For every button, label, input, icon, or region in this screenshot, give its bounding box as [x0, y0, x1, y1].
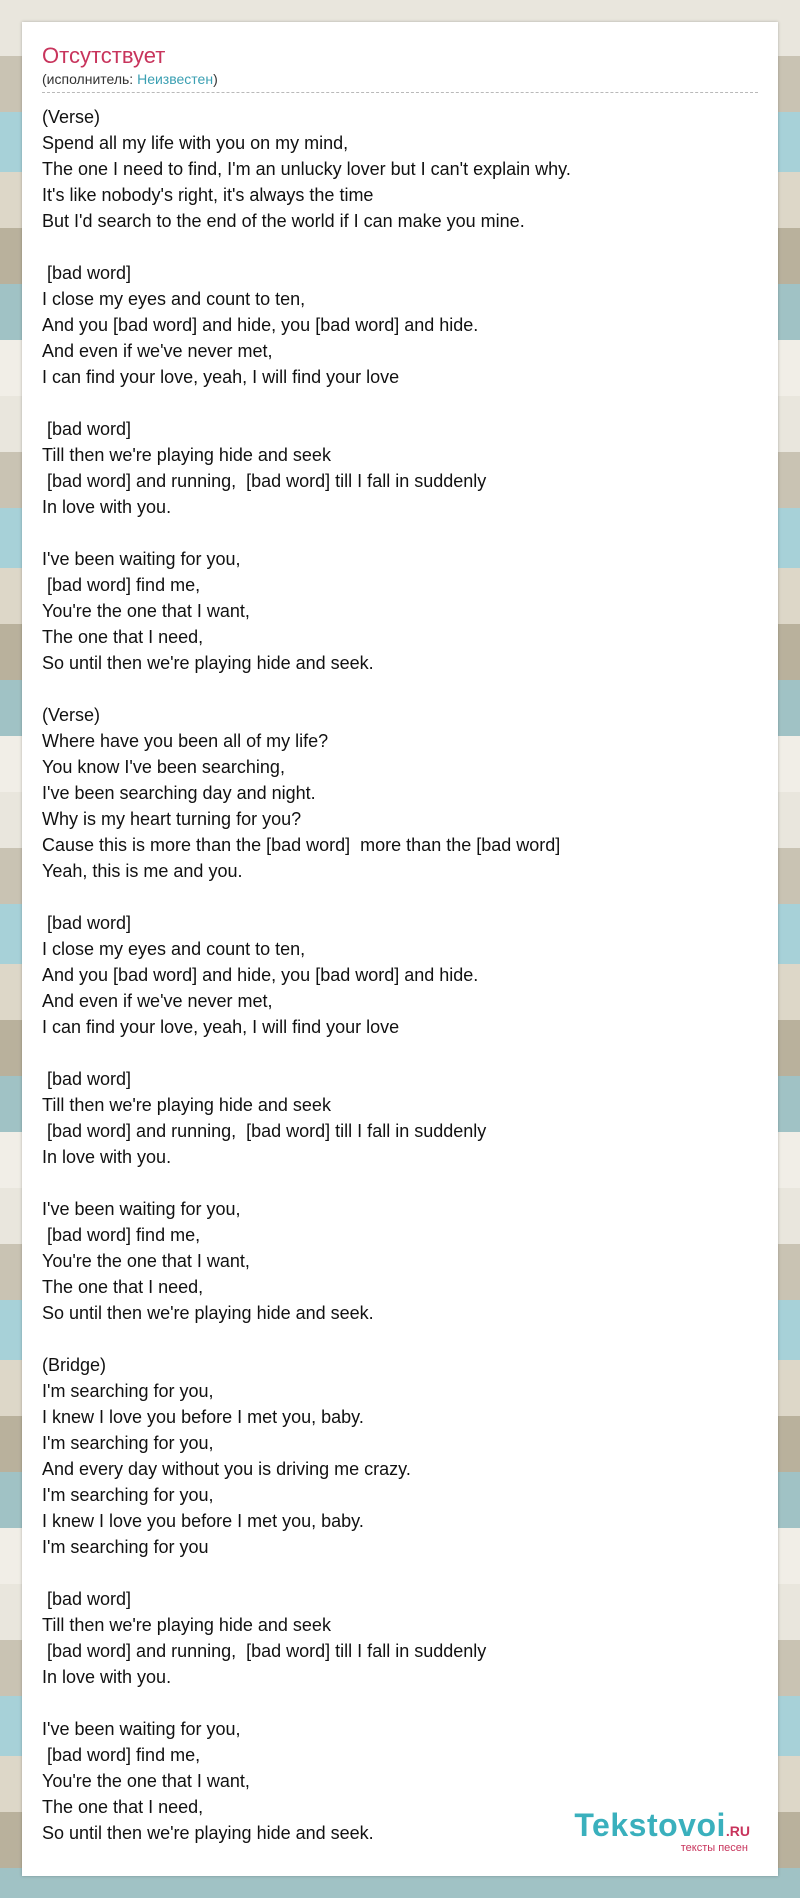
lyric-line: [bad word] find me,: [42, 575, 201, 595]
song-header: [42, 42, 758, 93]
lyric-line: The one that I need,: [42, 1797, 204, 1817]
lyric-line: And you [bad word] and hide, you [bad word] and hide.: [42, 315, 479, 335]
lyric-line: The one that I need,: [42, 1277, 204, 1297]
artist-link[interactable]: Неизвестен: [137, 71, 214, 87]
lyric-line: (Verse): [42, 705, 101, 725]
lyric-line: And you [bad word] and hide, you [bad word] and hide.: [42, 965, 479, 985]
lyric-line: [42, 1170, 758, 1196]
lyric-line: I've been searching day and night.: [42, 783, 316, 803]
lyric-line: Cause this is more than the [bad word] more than the [bad word]: [42, 835, 561, 855]
lyric-line: Why is my heart turning for you?: [42, 809, 302, 829]
lyric-line: [bad word]: [42, 913, 132, 933]
lyric-line: And even if we've never met,: [42, 341, 273, 361]
lyric-line: I'm searching for you,: [42, 1485, 214, 1505]
lyric-line: I've been waiting for you,: [42, 1719, 241, 1739]
lyric-line: I've been waiting for you,: [42, 549, 241, 569]
logo-wordmark: Tekstovoi: [574, 1807, 726, 1843]
lyric-line: Where have you been all of my life?: [42, 731, 329, 751]
lyric-line: Spend all my life with you on my mind,: [42, 133, 349, 153]
lyric-line: I'm searching for you: [42, 1537, 209, 1557]
song-title: Отсутствует: [42, 43, 166, 68]
lyric-line: You're the one that I want,: [42, 1771, 250, 1791]
lyric-line: [42, 1040, 758, 1066]
lyric-line: [bad word] and running, [bad word] till I fall in suddenly: [42, 471, 487, 491]
lyric-line: [bad word] and running, [bad word] till I fall in suddenly: [42, 1121, 487, 1141]
lyric-line: Till then we're playing hide and seek: [42, 1615, 331, 1635]
lyric-line: I knew I love you before I met you, baby.: [42, 1511, 364, 1531]
lyric-line: In love with you.: [42, 1667, 172, 1687]
lyric-line: I close my eyes and count to ten,: [42, 289, 306, 309]
lyric-line: The one I need to find, I'm an unlucky lover but I can't explain why.: [42, 159, 571, 179]
lyric-line: [bad word]: [42, 1589, 132, 1609]
lyric-line: In love with you.: [42, 497, 172, 517]
lyric-line: [42, 884, 758, 910]
lyric-line: [42, 1690, 758, 1716]
lyric-line: (Verse): [42, 107, 101, 127]
logo-subtitle: тексты песен: [680, 1842, 748, 1854]
lyric-line: I close my eyes and count to ten,: [42, 939, 306, 959]
lyric-line: In love with you.: [42, 1147, 172, 1167]
lyric-line: [bad word] find me,: [42, 1225, 201, 1245]
lyric-line: You know I've been searching,: [42, 757, 285, 777]
lyric-line: [bad word]: [42, 263, 132, 283]
lyric-line: And even if we've never met,: [42, 991, 273, 1011]
lyric-line: You're the one that I want,: [42, 1251, 250, 1271]
lyrics-text: [42, 104, 758, 1846]
lyric-line: So until then we're playing hide and seek.: [42, 1823, 374, 1843]
lyric-line: [42, 520, 758, 546]
lyric-line: [bad word] and running, [bad word] till I fall in suddenly: [42, 1641, 487, 1661]
lyric-line: The one that I need,: [42, 627, 204, 647]
artist-suffix: ): [213, 71, 218, 87]
site-logo[interactable]: [574, 1808, 750, 1854]
lyric-line: So until then we're playing hide and seek.: [42, 1303, 374, 1323]
artist-prefix: (исполнитель:: [42, 71, 138, 87]
lyrics-card: [22, 22, 778, 1876]
lyric-line: And every day without you is driving me crazy.: [42, 1459, 411, 1479]
lyric-line: I knew I love you before I met you, baby.: [42, 1407, 364, 1427]
lyric-line: [bad word]: [42, 419, 132, 439]
lyric-line: Yeah, this is me and you.: [42, 861, 243, 881]
lyric-line: So until then we're playing hide and seek.: [42, 653, 374, 673]
lyric-line: It's like nobody's right, it's always the time: [42, 185, 374, 205]
lyric-line: [42, 1560, 758, 1586]
lyric-line: [bad word]: [42, 1069, 132, 1089]
lyric-line: I can find your love, yeah, I will find your love: [42, 1017, 400, 1037]
lyric-line: I've been waiting for you,: [42, 1199, 241, 1219]
lyric-line: Till then we're playing hide and seek: [42, 1095, 331, 1115]
lyric-line: [42, 676, 758, 702]
artist-line: [42, 70, 758, 88]
lyric-line: I can find your love, yeah, I will find your love: [42, 367, 400, 387]
lyric-line: I'm searching for you,: [42, 1381, 214, 1401]
logo-tld: .RU: [725, 1823, 750, 1839]
lyric-line: I'm searching for you,: [42, 1433, 214, 1453]
lyric-line: You're the one that I want,: [42, 601, 250, 621]
lyric-line: But I'd search to the end of the world if I can make you mine.: [42, 211, 525, 231]
lyric-line: (Bridge): [42, 1355, 107, 1375]
lyric-line: [bad word] find me,: [42, 1745, 201, 1765]
lyric-line: Till then we're playing hide and seek: [42, 445, 331, 465]
lyric-line: [42, 390, 758, 416]
lyric-line: [42, 1326, 758, 1352]
lyric-line: [42, 234, 758, 260]
